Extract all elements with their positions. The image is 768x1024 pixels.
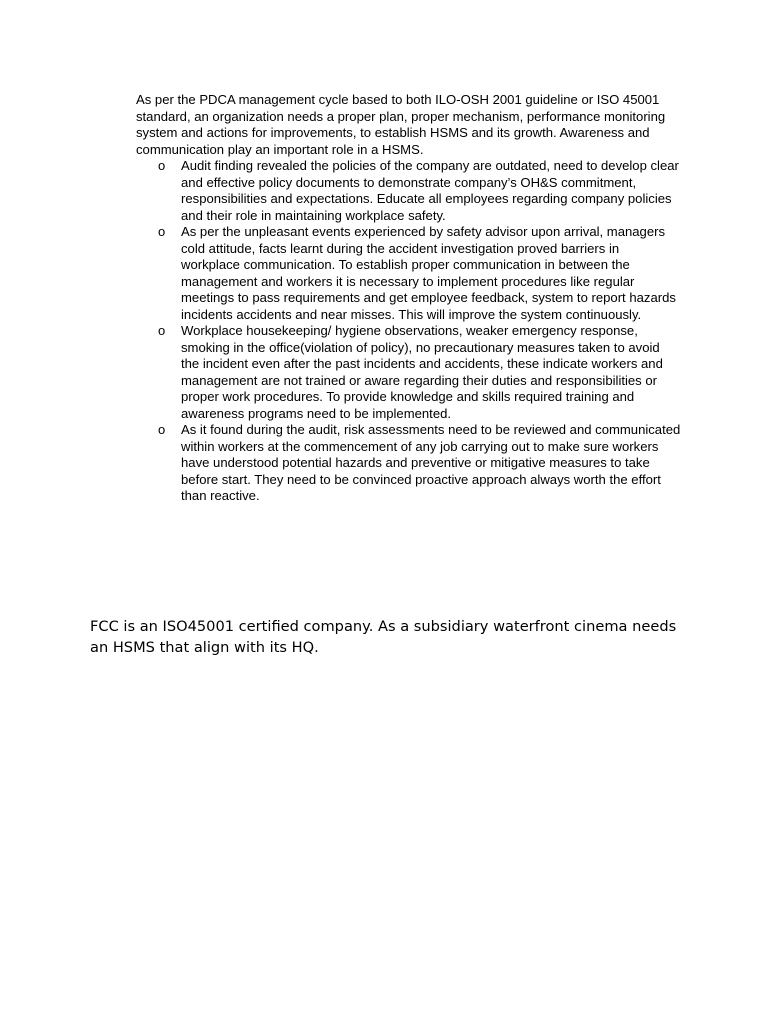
list-item-text: Audit finding revealed the policies of the company are outdated, need to develop clear and effective policy documents to demonstrate company’s OH&S commitment, responsibilities and expectations. Educate all employees regarding company policies and their role in maintaining workplace safety. (181, 158, 679, 223)
bullet-marker: o (158, 323, 166, 338)
list-item-text: As per the unpleasant events experienced by safety advisor upon arrival, managers cold attitude, facts learnt during the accident investigation proved barriers in workplace communication. To establish proper communication in between the management and workers it is necessary to implement procedures like regular meetings to pass requirements and get employee feedback, system to report hazards incidents accidents and near misses. This will improve the system continuously. (181, 224, 676, 322)
list-item-text: Workplace housekeeping/ hygiene observations, weaker emergency response, smoking in the office(violation of policy), no precautionary measures taken to avoid the incident even after the past incidents and accidents, these indicate workers and management are not trained or aware regarding their duties and responsibilities or proper work procedures. To provide knowledge and skills required training and awareness programs need to be implemented. (181, 323, 663, 421)
bullet-marker: o (158, 158, 166, 173)
list-item (136, 158, 681, 224)
bullet-marker: o (158, 422, 166, 437)
list-item (136, 422, 681, 505)
list-item (136, 323, 681, 422)
intro-paragraph: As per the PDCA management cycle based to both ILO-OSH 2001 guideline or ISO 45001 standard, an organization needs a proper plan, proper mechanism, performance monitoring system and actions for improvements, to establish HSMS and its growth. Awareness and communication play an important role in a HSMS. (136, 92, 666, 157)
closing-paragraph: FCC is an ISO45001 certified company. As a subsidiary waterfront cinema needs an HSMS that align with its HQ. (90, 618, 677, 656)
list-item (136, 224, 681, 323)
analysis-section (136, 92, 681, 505)
findings-list (136, 158, 681, 505)
list-item-text: As it found during the audit, risk assessments need to be reviewed and communicated within workers at the commencement of any job carrying out to make sure workers have understood potential hazards and preventive or mitigative measures to take before start. They need to be convinced proactive approach always worth the effort than reactive. (181, 422, 681, 503)
bullet-marker: o (158, 224, 166, 239)
